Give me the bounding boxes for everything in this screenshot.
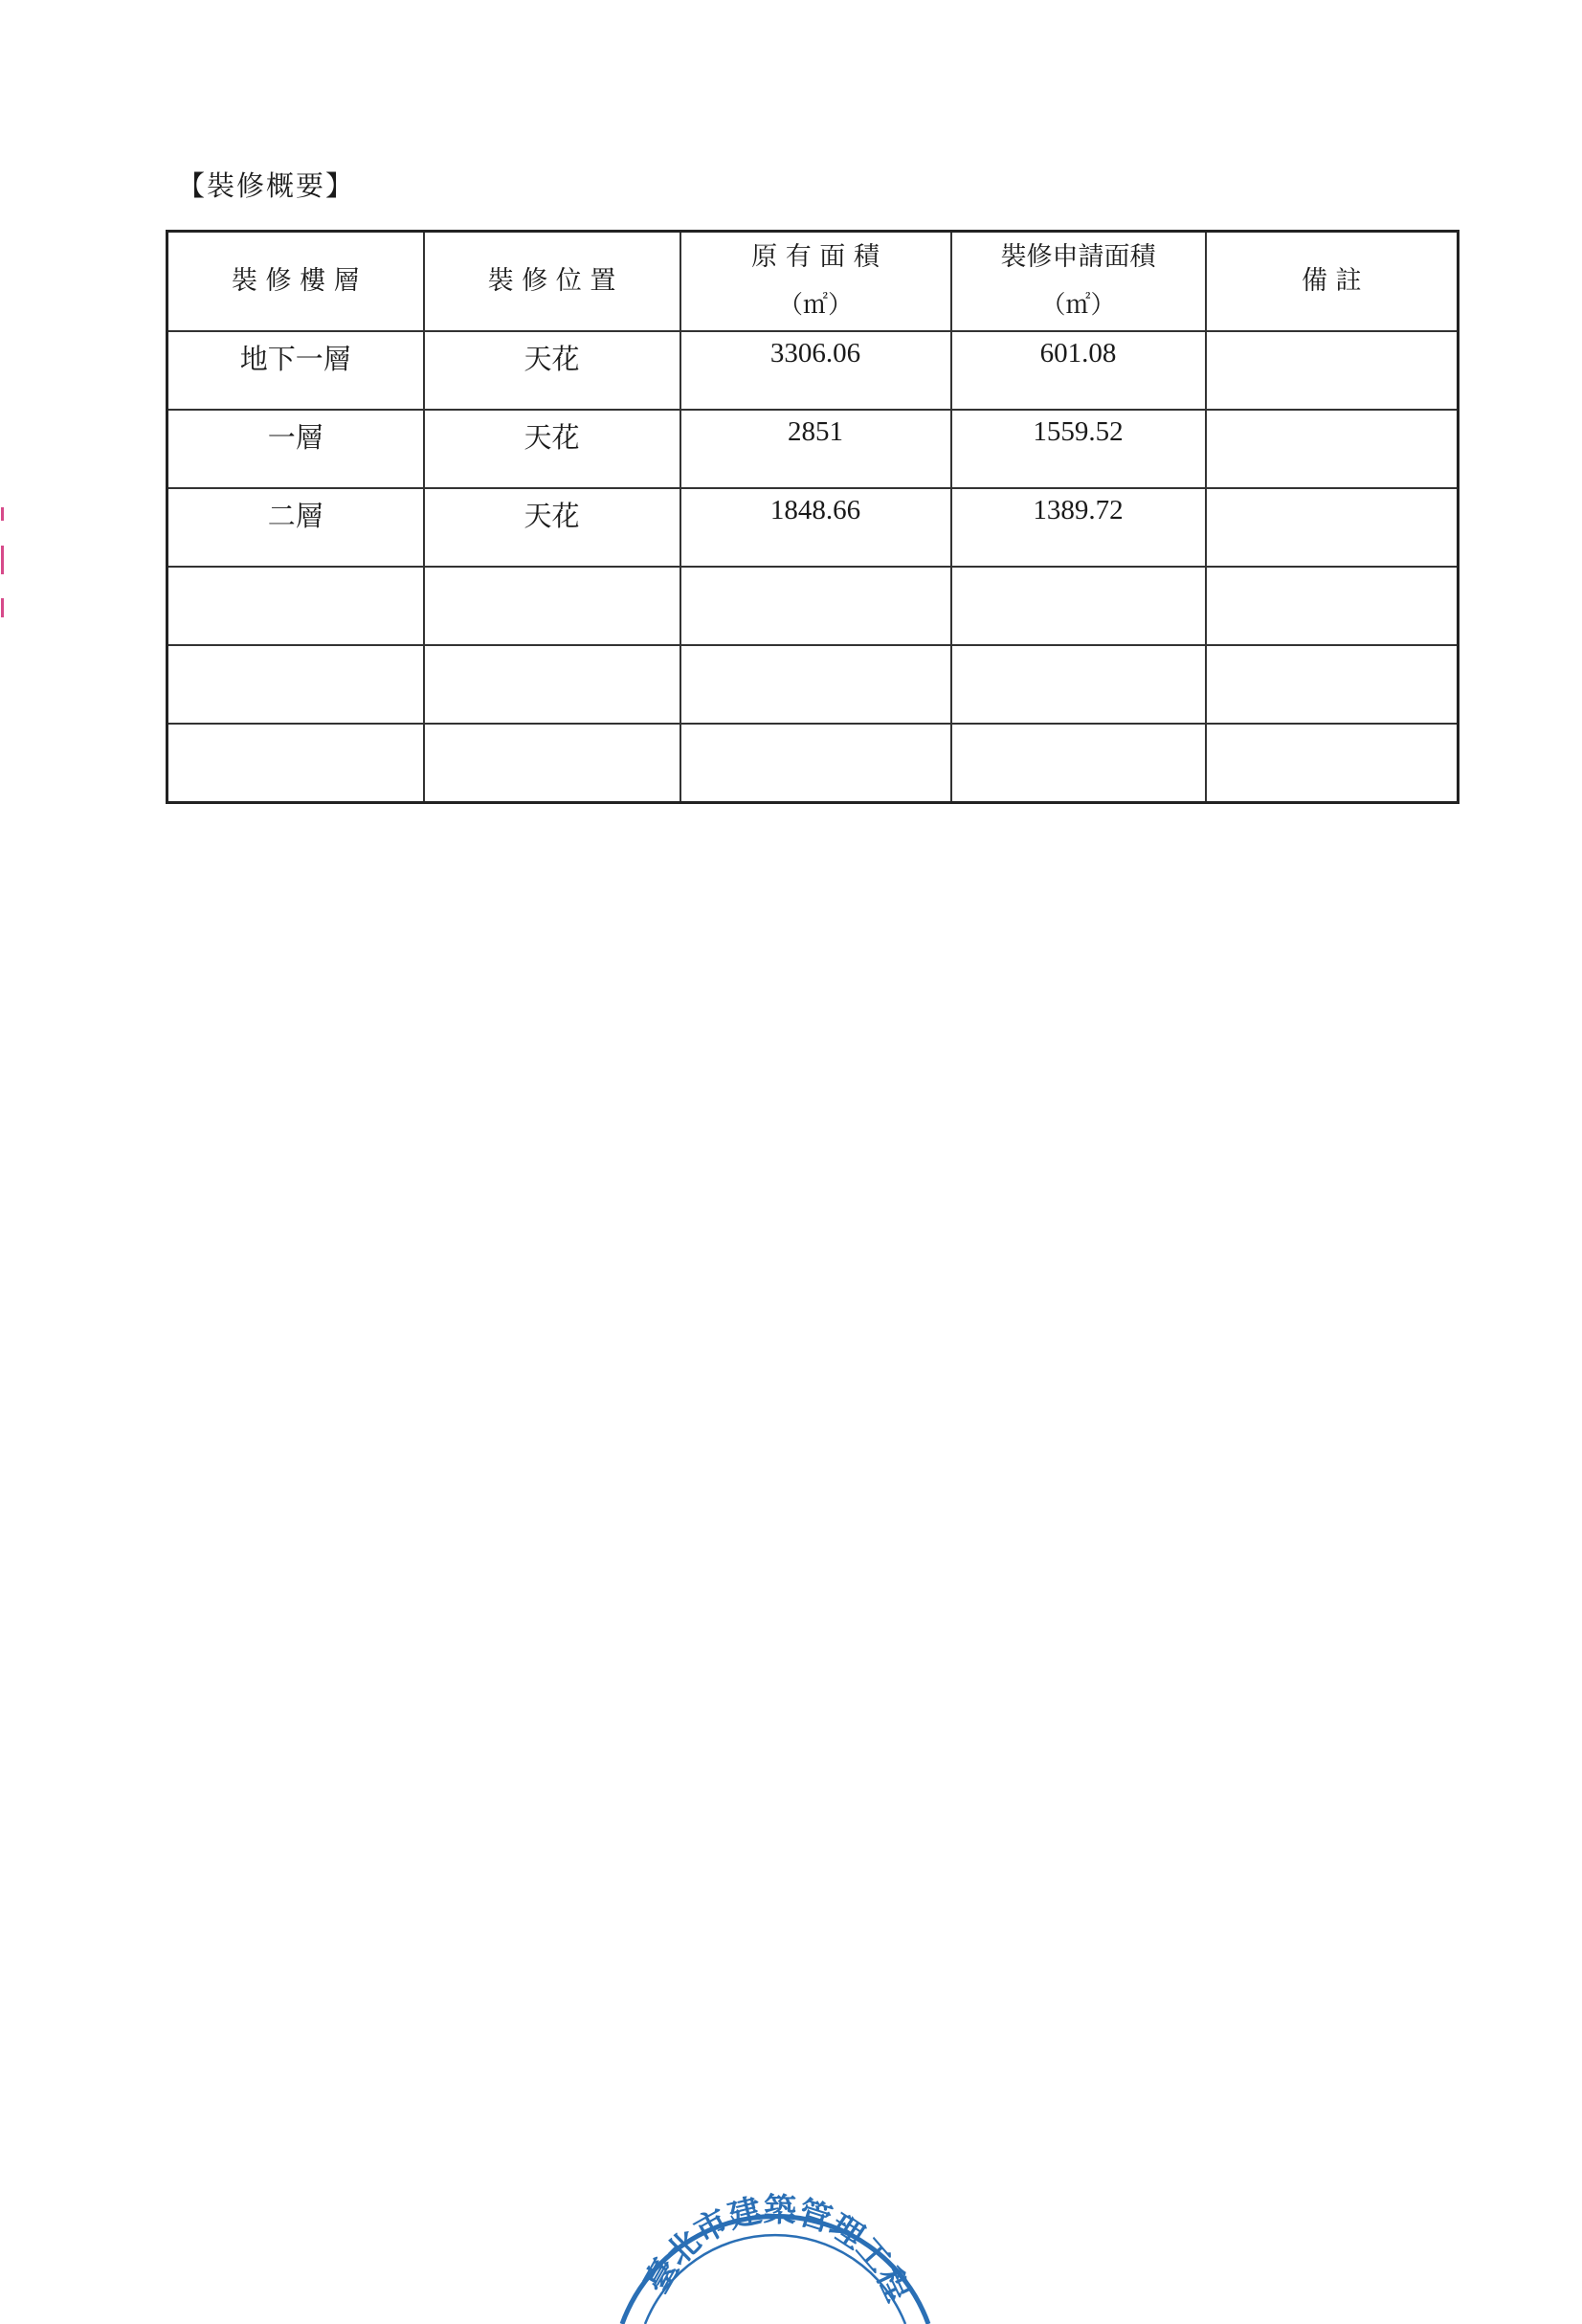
table-row bbox=[167, 645, 1459, 724]
cell-floor bbox=[167, 724, 424, 803]
official-stamp bbox=[603, 2133, 947, 2324]
cell-floor: 二層 bbox=[167, 488, 424, 567]
table-header-row bbox=[167, 232, 1459, 332]
header-floor: 裝 修 樓 層 bbox=[167, 232, 424, 332]
cell-location bbox=[424, 645, 680, 724]
section-title: 【裝修概要】 bbox=[177, 169, 356, 202]
cell-floor: 一層 bbox=[167, 410, 424, 488]
stamp-text: 臺北市建築管理工程 bbox=[637, 2190, 918, 2308]
renovation-summary-table bbox=[166, 230, 1459, 804]
header-location: 裝 修 位 置 bbox=[424, 232, 680, 332]
header-applied-area-unit: （㎡） bbox=[1040, 291, 1116, 320]
table-row bbox=[167, 410, 1459, 488]
header-applied-area-label: 裝修申請面積 bbox=[1000, 242, 1156, 272]
cell-remarks bbox=[1206, 488, 1459, 567]
header-applied-area bbox=[951, 232, 1206, 332]
cell-applied-area bbox=[951, 567, 1206, 645]
svg-text:臺北市建築管理工程 bbox=[637, 2191, 917, 2308]
cell-remarks bbox=[1206, 724, 1459, 803]
cell-location bbox=[424, 724, 680, 803]
cell-applied-area bbox=[951, 724, 1206, 803]
table-body bbox=[167, 331, 1459, 803]
header-remarks: 備 註 bbox=[1206, 232, 1459, 332]
cell-applied-area: 1389.72 bbox=[951, 488, 1206, 567]
cell-original-area bbox=[680, 724, 951, 803]
header-original-area-unit: （㎡） bbox=[777, 291, 853, 320]
table-row bbox=[167, 488, 1459, 567]
cell-applied-area: 601.08 bbox=[951, 331, 1206, 410]
cell-floor: 地下一層 bbox=[167, 331, 424, 410]
cell-location: 天花 bbox=[424, 488, 680, 567]
cell-location bbox=[424, 567, 680, 645]
cell-floor bbox=[167, 567, 424, 645]
cell-original-area: 1848.66 bbox=[680, 488, 951, 567]
cell-applied-area bbox=[951, 645, 1206, 724]
cell-location: 天花 bbox=[424, 331, 680, 410]
header-original-area bbox=[680, 232, 951, 332]
edge-mark bbox=[0, 507, 6, 622]
cell-original-area bbox=[680, 645, 951, 724]
cell-original-area bbox=[680, 567, 951, 645]
cell-applied-area: 1559.52 bbox=[951, 410, 1206, 488]
cell-original-area: 2851 bbox=[680, 410, 951, 488]
table-row bbox=[167, 331, 1459, 410]
header-original-area-label: 原 有 面 積 bbox=[751, 242, 880, 272]
cell-original-area: 3306.06 bbox=[680, 331, 951, 410]
cell-remarks bbox=[1206, 645, 1459, 724]
cell-remarks bbox=[1206, 331, 1459, 410]
cell-floor bbox=[167, 645, 424, 724]
table-row bbox=[167, 567, 1459, 645]
cell-remarks bbox=[1206, 567, 1459, 645]
table-row bbox=[167, 724, 1459, 803]
cell-location: 天花 bbox=[424, 410, 680, 488]
cell-remarks bbox=[1206, 410, 1459, 488]
